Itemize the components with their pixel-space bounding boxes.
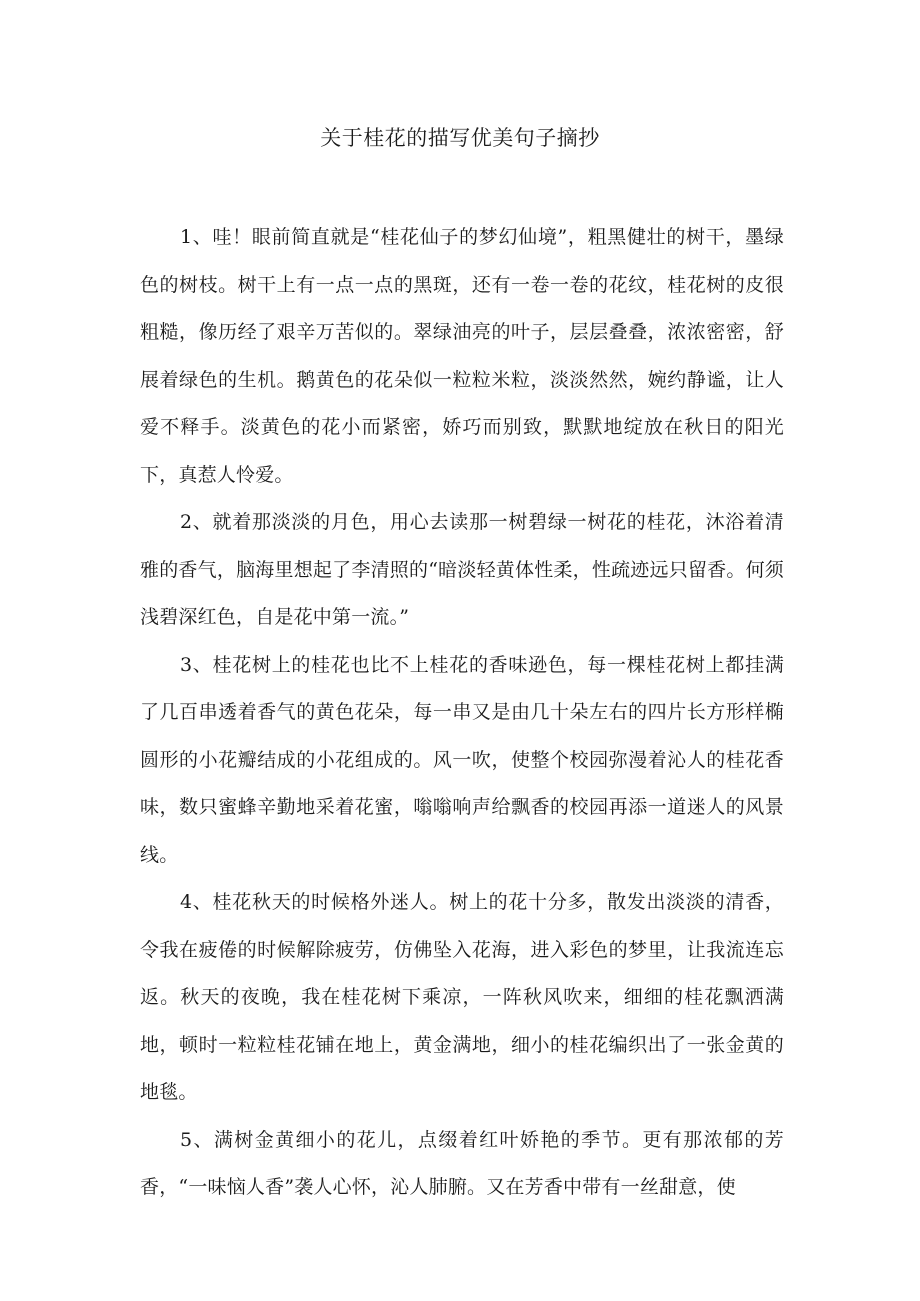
paragraph-3: 3、桂花树上的桂花也比不上桂花的香味逊色，每一棵桂花树上都挂满了几百串透着香气的黄色花朵，每一串又是由几十朵左右的四片长方形样椭圆形的小花瓣结成的小花组成的。风一吹，使整个校园弥漫着沁人的桂花香味，数只蜜蜂辛勤地采着花蜜，嗡嗡响声给飘香的校园再添一道迷人的风景线。 [140, 653, 784, 866]
document-body [140, 214, 784, 1212]
paragraph-5: 5、满树金黄细小的花儿，点缀着红叶娇艳的季节。更有那浓郁的芳香，“一味恼人香”袭人心怀，沁人肺腑。又在芳香中带有一丝甜意，使 [140, 1128, 784, 1198]
page-title: 关于桂花的描写优美句子摘抄 [320, 126, 600, 150]
paragraph-1: 1、哇！眼前简直就是“桂花仙子的梦幻仙境”，粗黑健壮的树干，墨绿色的树枝。树干上有一点一点的黑斑，还有一卷一卷的花纹，桂花树的皮很粗糙，像历经了艰辛万苦似的。翠绿油亮的叶子，层层叠叠，浓浓密密，舒展着绿色的生机。鹅黄色的花朵似一粒粒米粒，淡淡然然，婉约静谧，让人爱不释手。淡黄色的花小而紧密，娇巧而别致，默默地绽放在秋日的阳光下，真惹人怜爱。 [140, 226, 784, 486]
paragraph-2: 2、就着那淡淡的月色，用心去读那一树碧绿一树花的桂花，沐浴着清雅的香气，脑海里想起了李清照的“暗淡轻黄体性柔，性疏迹远只留香。何须浅碧深红色，自是花中第一流。” [140, 511, 784, 628]
paragraph-4: 4、桂花秋天的时候格外迷人。树上的花十分多，散发出淡淡的清香，令我在疲倦的时候解除疲劳，仿佛坠入花海，进入彩色的梦里，让我流连忘返。秋天的夜晚，我在桂花树下乘凉，一阵秋风吹来，细细的桂花飘洒满地，顿时一粒粒桂花铺在地上，黄金满地，细小的桂花编织出了一张金黄的地毯。 [140, 891, 784, 1103]
